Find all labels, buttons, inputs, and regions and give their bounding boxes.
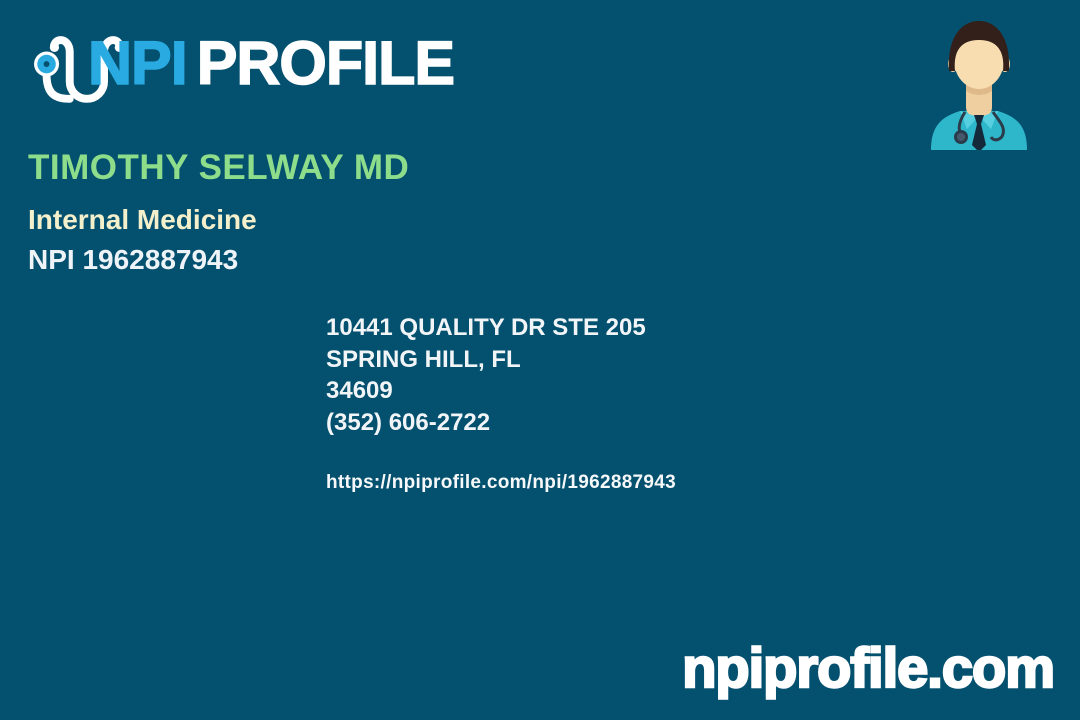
address-line-2: SPRING HILL, FL	[326, 345, 521, 373]
npi-number: NPI 1962887943	[28, 244, 239, 275]
doctor-name: TIMOTHY SELWAY MD	[28, 148, 410, 187]
phone-number: (352) 606-2722	[326, 408, 491, 436]
footer-site-wordmark: npiprofile.com	[682, 636, 1054, 699]
brand-logo	[28, 20, 458, 120]
brand-wordmark	[88, 28, 454, 98]
brand-npi-text: NPI	[88, 29, 187, 97]
address-block	[326, 312, 646, 438]
profile-url-link[interactable]: https://npiprofile.com/npi/1962887943	[326, 472, 677, 493]
address-line-1: 10441 QUALITY DR STE 205	[326, 314, 646, 341]
doctor-avatar	[925, 15, 1033, 150]
brand-profile-text: PROFILE	[196, 29, 455, 97]
specialty: Internal Medicine	[28, 204, 257, 235]
address-line-3: 34609	[326, 377, 393, 404]
